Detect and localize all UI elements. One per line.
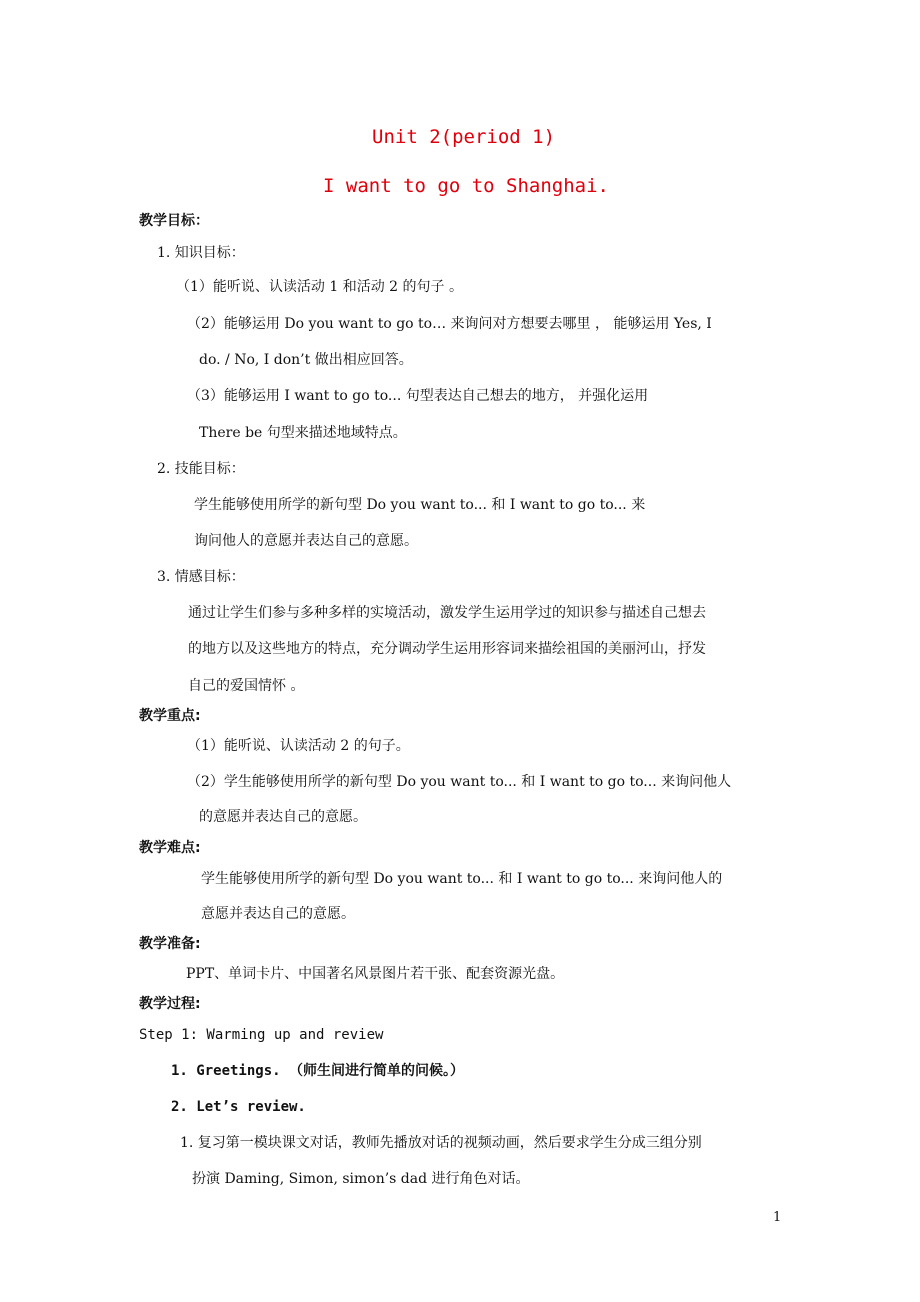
process-heading: 教学过程: xyxy=(139,996,201,1012)
difficult-points-heading: 教学难点: xyxy=(139,840,201,856)
greetings-item: 1. Greetings. （师生间进行简单的问候。） xyxy=(171,1063,465,1079)
step-1-heading: Step 1: Warming up and review xyxy=(139,1027,384,1043)
knowledge-item-3-line2: There be 句型来描述地域特点。 xyxy=(199,425,407,441)
difficult-line-1: 学生能够使用所学的新句型 Do you want to... 和 I want to go to... 来询问他人的 xyxy=(201,871,723,887)
skill-line-1: 学生能够使用所学的新句型 Do you want to... 和 I want to go to... 来 xyxy=(194,497,646,513)
emotion-line-3: 自己的爱国情怀 。 xyxy=(188,678,305,694)
knowledge-item-2-line2: do. / No, I don’t 做出相应回答。 xyxy=(199,352,413,368)
key-points-heading: 教学重点: xyxy=(139,708,201,724)
difficult-line-2: 意愿并表达自己的意愿。 xyxy=(201,906,355,922)
unit-title: Unit 2(period 1) xyxy=(372,126,556,148)
page-number: 1 xyxy=(773,1210,782,1225)
key-point-2-line2: 的意愿并表达自己的意愿。 xyxy=(199,809,367,825)
review-subitem-line2: 扮演 Daming, Simon, simon’s dad 进行角色对话。 xyxy=(192,1171,530,1187)
review-item: 2. Let’s review. xyxy=(171,1099,306,1115)
skill-line-2: 询问他人的意愿并表达自己的意愿。 xyxy=(194,533,418,549)
preparation-line: PPT、单词卡片、中国著名风景图片若干张、配套资源光盘。 xyxy=(186,966,565,982)
lesson-title: I want to go to Shanghai. xyxy=(323,175,609,197)
key-point-1: （1）能听说、认读活动 2 的句子。 xyxy=(187,738,410,754)
knowledge-item-1: （1）能听说、认读活动 1 和活动 2 的句子 。 xyxy=(176,279,463,295)
key-point-2-line1: （2）学生能够使用所学的新句型 Do you want to... 和 I want to go to... 来询问他人 xyxy=(187,774,732,790)
emotion-line-1: 通过让学生们参与多种多样的实境活动，激发学生运用学过的知识参与描述自己想去 xyxy=(188,605,706,621)
emotion-line-2: 的地方以及这些地方的特点，充分调动学生运用形容词来描绘祖国的美丽河山，抒发 xyxy=(188,641,706,657)
knowledge-heading: 1. 知识目标： xyxy=(157,245,245,261)
review-subitem-line1: 1. 复习第一模块课文对话，教师先播放对话的视频动画，然后要求学生分成三组分别 xyxy=(180,1135,702,1151)
objectives-heading: 教学目标： xyxy=(139,213,209,229)
knowledge-item-3-line1: （3）能够运用 I want to go to... 句型表达自己想去的地方， 并强化运用 xyxy=(187,388,649,404)
knowledge-item-2-line1: （2）能够运用 Do you want to go to… 来询问对方想要去哪里 ， 能够运用 Yes, I xyxy=(187,316,712,332)
skill-heading: 2. 技能目标： xyxy=(157,461,245,477)
preparation-heading: 教学准备: xyxy=(139,936,201,952)
emotion-heading: 3. 情感目标： xyxy=(157,569,245,585)
